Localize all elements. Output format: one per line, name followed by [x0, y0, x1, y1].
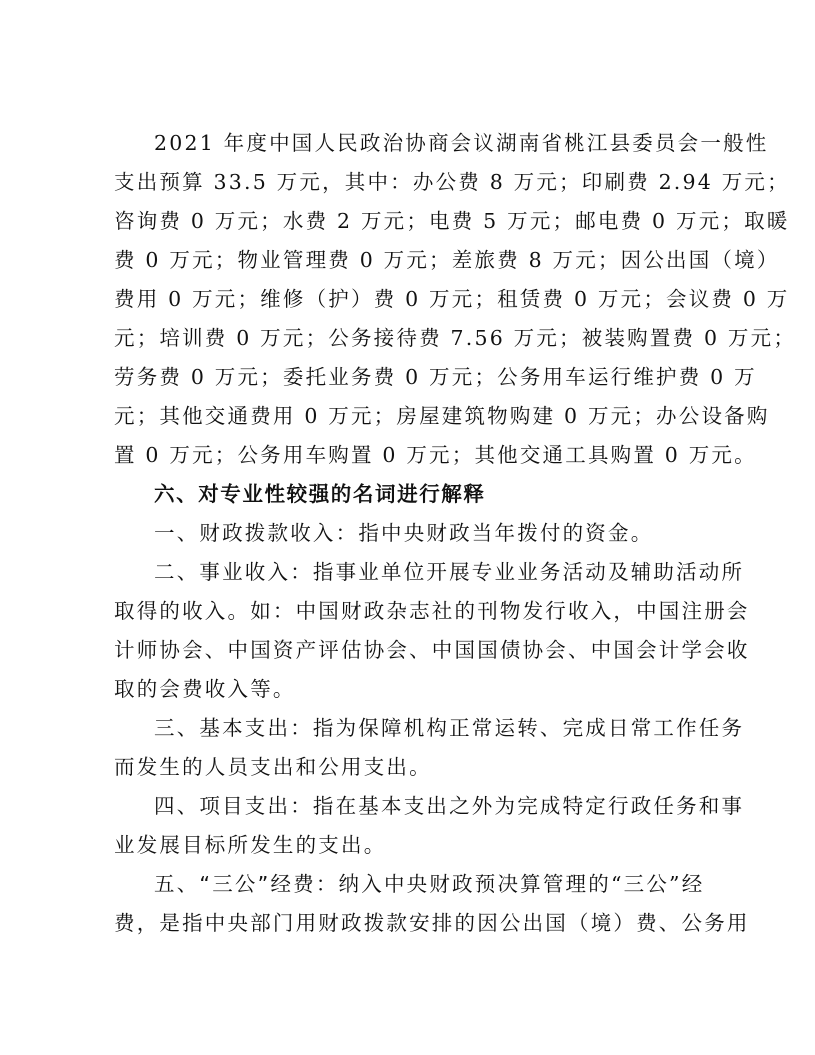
definition-line: 取的会费收入等。	[114, 677, 296, 701]
definition-line	[154, 787, 745, 825]
paragraph-line: 咨询费 0 万元；水费 2 万元；电费 5 万元；邮电费 0 万元；取暖	[114, 209, 790, 233]
definition-line: 计师协会、中国资产评估协会、中国国债协会、中国会计学会收	[114, 638, 750, 662]
section-heading: 六、对专业性较强的名词进行解释	[154, 482, 486, 506]
definition-term: 二、事业收入：	[154, 560, 313, 584]
definition-line	[154, 553, 745, 591]
definition-text: 指中央财政当年拨付的资金。	[358, 521, 654, 545]
paragraph-line: 费 0 万元；物业管理费 0 万元；差旅费 8 万元；因公出国（境）	[114, 248, 780, 272]
definition-line	[154, 514, 714, 552]
paragraph-line: 置 0 万元；公务用车购置 0 万元；其他交通工具购置 0 万元。	[114, 443, 757, 467]
definition-term: 五、“三公”经费：	[154, 872, 339, 896]
paragraph-line: 元；其他交通费用 0 万元；房屋建筑物购建 0 万元；办公设备购	[114, 404, 770, 428]
definition-line: 取得的收入。如：中国财政杂志社的刊物发行收入，中国注册会	[114, 599, 750, 623]
definition-line: 而发生的人员支出和公用支出。	[114, 755, 432, 779]
definition-line	[154, 709, 745, 747]
definition-term: 一、财政拨款收入：	[154, 521, 359, 545]
definition-text: 指在基本支出之外为完成特定行政任务和事	[312, 794, 745, 818]
definition-text: 纳入中央财政预决算管理的“三公”经	[338, 872, 705, 896]
definition-line: 费，是指中央部门用财政拨款安排的因公出国（境）费、公务用	[114, 911, 750, 935]
definition-text: 指事业单位开展专业业务活动及辅助活动所	[312, 560, 745, 584]
definition-line: 业发展目标所发生的支出。	[114, 833, 387, 857]
paragraph-line: 2021 年度中国人民政治协商会议湖南省桃江县委员会一般性	[154, 131, 769, 155]
paragraph-line: 劳务费 0 万元；委托业务费 0 万元；公务用车运行维护费 0 万	[114, 365, 757, 389]
paragraph-line: 元；培训费 0 万元；公务接待费 7.56 万元；被装购置费 0 万元；	[114, 326, 797, 350]
definition-term: 四、项目支出：	[154, 794, 313, 818]
paragraph-line: 费用 0 万元；维修（护）费 0 万元；租赁费 0 万元；会议费 0 万	[114, 287, 790, 311]
definition-text: 指为保障机构正常运转、完成日常工作任务	[312, 716, 745, 740]
paragraph-line: 支出预算 33.5 万元，其中：办公费 8 万元；印刷费 2.94 万元；	[114, 170, 790, 194]
definition-line	[154, 865, 714, 903]
definition-term: 三、基本支出：	[154, 716, 313, 740]
